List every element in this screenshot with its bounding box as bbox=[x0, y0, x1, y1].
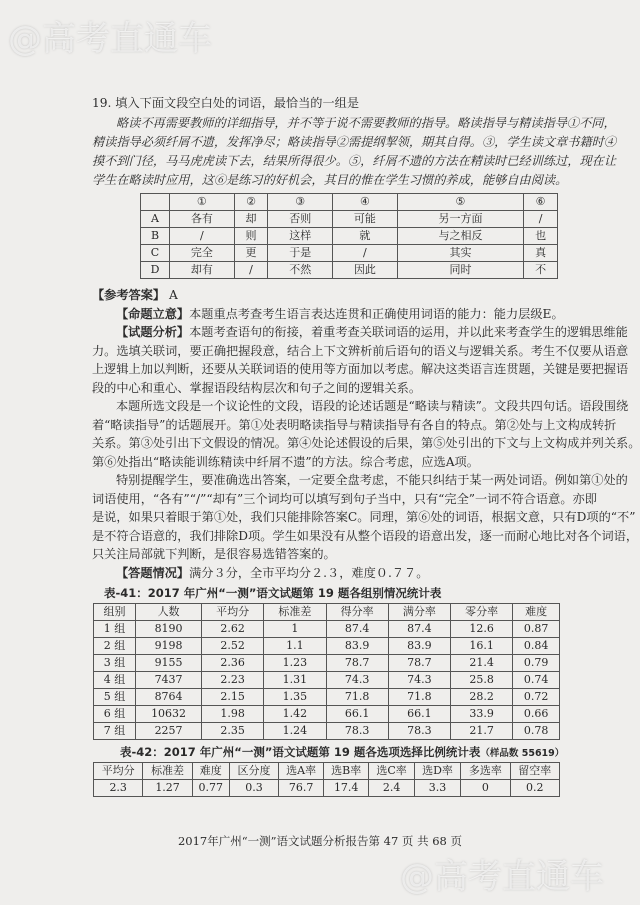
table-cell: 0.66 bbox=[513, 706, 560, 723]
table41 bbox=[93, 603, 560, 740]
table-cell: 选C率 bbox=[369, 763, 415, 780]
table-cell: 21.7 bbox=[451, 723, 513, 740]
table-cell: 74.3 bbox=[388, 672, 450, 689]
table-cell: 难度 bbox=[513, 604, 560, 621]
table-row bbox=[94, 689, 560, 706]
table-cell: 33.9 bbox=[451, 706, 513, 723]
table-cell: 28.2 bbox=[451, 689, 513, 706]
table-cell: 1 bbox=[264, 621, 326, 638]
table-cell: 选B率 bbox=[324, 763, 369, 780]
table-row bbox=[141, 262, 558, 279]
table-cell: 1.98 bbox=[202, 706, 264, 723]
watermark: @高考直通车 bbox=[400, 857, 604, 897]
table-cell: 71.8 bbox=[388, 689, 450, 706]
table-cell: 标准差 bbox=[143, 763, 192, 780]
table-row bbox=[94, 672, 560, 689]
header-cell: ⑥ bbox=[524, 194, 558, 211]
table-cell: 12.6 bbox=[451, 621, 513, 638]
table-cell: 各有 bbox=[170, 211, 235, 228]
table-cell: 78.7 bbox=[326, 655, 388, 672]
table-cell: 不 bbox=[524, 262, 558, 279]
passage-line: 略读不再需要教师的详细指导，并不等于说不需要教师的指导。略读指导与精读指导①不同， bbox=[116, 116, 616, 130]
table-cell: 2.23 bbox=[202, 672, 264, 689]
table-cell: 0.78 bbox=[513, 723, 560, 740]
table-cell: 选D率 bbox=[414, 763, 460, 780]
table-cell: 66.1 bbox=[388, 706, 450, 723]
table-cell: 也 bbox=[524, 228, 558, 245]
table-row bbox=[94, 621, 560, 638]
table-cell: 2.52 bbox=[202, 638, 264, 655]
table-cell: 2.62 bbox=[202, 621, 264, 638]
question-title: 19. 填入下面文段空白处的词语，最恰当的一组是 bbox=[92, 96, 360, 110]
table-header-row bbox=[141, 194, 558, 211]
table-cell: 0.87 bbox=[513, 621, 560, 638]
table-cell: 9198 bbox=[136, 638, 202, 655]
analysis-line: 词语使用，“各有”“/”“却有”三个词均可以填写到句子当中，只有“完全”一词不符合语意。亦即 bbox=[92, 491, 597, 506]
table-cell: 78.3 bbox=[388, 723, 450, 740]
header-cell bbox=[141, 194, 170, 211]
table-cell: 3 组 bbox=[94, 655, 136, 672]
header-cell: ① bbox=[170, 194, 235, 211]
table-cell: 8190 bbox=[136, 621, 202, 638]
analysis-line: 本题所选文段是一个议论性的文段，语段的论述话题是“略读与精读”。文段共四句话。语段围绕 bbox=[116, 399, 629, 413]
table42 bbox=[93, 762, 560, 797]
table-cell: 2 组 bbox=[94, 638, 136, 655]
analysis-line: 是不符合语意的，我们排除D项。学生如果没有从整个语段的语意出发，逐一而耐心地比对各个词语， bbox=[92, 528, 639, 543]
analysis-line: 特别提醒学生，要准确选出答案，一定要全盘考虑，不能只纠结于某一两处词语。例如第①处的 bbox=[116, 473, 628, 487]
table-cell: C bbox=[141, 245, 170, 262]
table-cell: 1.24 bbox=[264, 723, 326, 740]
table-cell: 71.8 bbox=[326, 689, 388, 706]
table-cell: 83.9 bbox=[388, 638, 450, 655]
table-cell: 9155 bbox=[136, 655, 202, 672]
table-cell: 17.4 bbox=[324, 780, 369, 797]
table-cell: 于是 bbox=[268, 245, 333, 262]
table-cell: 78.3 bbox=[326, 723, 388, 740]
table-cell: 2.3 bbox=[94, 780, 143, 797]
table-row bbox=[94, 655, 560, 672]
table-cell: 多选率 bbox=[461, 763, 510, 780]
table-cell: D bbox=[141, 262, 170, 279]
header-cell: ③ bbox=[268, 194, 333, 211]
table-cell: 0.79 bbox=[513, 655, 560, 672]
table-cell: 0.2 bbox=[510, 780, 559, 797]
table-row bbox=[141, 228, 558, 245]
table-cell: 留空率 bbox=[510, 763, 559, 780]
table-row bbox=[94, 763, 560, 780]
table-cell: 25.8 bbox=[451, 672, 513, 689]
table-cell: 不然 bbox=[268, 262, 333, 279]
analysis-line: 第⑥处指出“略读能训练精读中纤屑不遗”的方法。综合考虑，应选A项。 bbox=[92, 454, 479, 469]
table-cell: 难度 bbox=[192, 763, 229, 780]
header-cell: ④ bbox=[333, 194, 398, 211]
intent-label: 【命题立意】 bbox=[116, 306, 190, 321]
table-cell: 21.4 bbox=[451, 655, 513, 672]
table-cell: 0.3 bbox=[229, 780, 278, 797]
table-cell: 却 bbox=[234, 211, 268, 228]
options-table bbox=[140, 193, 558, 279]
table-cell: 否则 bbox=[268, 211, 333, 228]
table-cell: 5 组 bbox=[94, 689, 136, 706]
table-cell: 0.74 bbox=[513, 672, 560, 689]
table-cell: 得分率 bbox=[326, 604, 388, 621]
table42-caption bbox=[120, 745, 564, 761]
table-cell: 1.35 bbox=[264, 689, 326, 706]
table-cell: 6 组 bbox=[94, 706, 136, 723]
table-cell: 完全 bbox=[170, 245, 235, 262]
table-cell: 人数 bbox=[136, 604, 202, 621]
table-cell: 其实 bbox=[397, 245, 524, 262]
table-cell: 区分度 bbox=[229, 763, 278, 780]
table-cell: 2257 bbox=[136, 723, 202, 740]
table-row bbox=[141, 245, 558, 262]
table-cell: 1.42 bbox=[264, 706, 326, 723]
table-cell: 0.72 bbox=[513, 689, 560, 706]
analysis-line: 力。选填关联词，要正确把握段意，结合上下文辨析前后语句的语义与逻辑关系。考生不仅要从语意 bbox=[92, 343, 629, 358]
analysis-line: 段的中心和重心、掌握语段结构层次和句子之间的逻辑关系。 bbox=[92, 380, 422, 395]
table-cell: 16.1 bbox=[451, 638, 513, 655]
header-cell: ② bbox=[234, 194, 268, 211]
table-cell: / bbox=[524, 211, 558, 228]
table-cell: 标准差 bbox=[264, 604, 326, 621]
table-cell: 可能 bbox=[333, 211, 398, 228]
table42-title: 表-42：2017 年广州“一测”语文试题第 19 题各选项选择比例统计表 bbox=[120, 745, 481, 759]
table-cell: / bbox=[170, 228, 235, 245]
table-cell: 平均分 bbox=[202, 604, 264, 621]
passage-line: 精读指导必须纤屑不遗，发挥净尽；略读指导②需提纲挈领，期其自得。③，学生读文章书籍时④ bbox=[92, 135, 617, 149]
table-cell: / bbox=[333, 245, 398, 262]
table-cell: 1.1 bbox=[264, 638, 326, 655]
table-row bbox=[94, 706, 560, 723]
table-cell: 与之相反 bbox=[397, 228, 524, 245]
table-cell: 1.31 bbox=[264, 672, 326, 689]
table-cell: 2.35 bbox=[202, 723, 264, 740]
table-cell: 真 bbox=[524, 245, 558, 262]
table-cell: 另一方面 bbox=[397, 211, 524, 228]
table-row bbox=[94, 723, 560, 740]
intent-text: 本题重点考查考生语言表达连贯和正确使用词语的能力：能力层级E。 bbox=[189, 306, 564, 321]
sample-size: （样品数 55619） bbox=[480, 748, 565, 759]
situation-text: 满分３分，全市平均分２.３，难度０.７７。 bbox=[189, 565, 429, 580]
table-cell: 0.77 bbox=[192, 780, 229, 797]
watermark: @高考直通车 bbox=[8, 19, 212, 59]
table-cell: 2.15 bbox=[202, 689, 264, 706]
table41-caption: 表-41：2017 年广州“一测”语文试题第 19 题各组别情况统计表 bbox=[104, 586, 442, 600]
table-cell: 同时 bbox=[397, 262, 524, 279]
table-cell: 2.4 bbox=[369, 780, 415, 797]
table-cell: 0.84 bbox=[513, 638, 560, 655]
analysis-line: 只关注局部就下判断，是很容易选错答案的。 bbox=[92, 547, 336, 561]
table-cell: 这样 bbox=[268, 228, 333, 245]
table-cell: 2.36 bbox=[202, 655, 264, 672]
analysis-label: 【试题分析】 bbox=[116, 325, 190, 339]
table-cell: 87.4 bbox=[388, 621, 450, 638]
table-cell: 83.9 bbox=[326, 638, 388, 655]
table-row bbox=[94, 638, 560, 655]
table-row bbox=[94, 604, 560, 621]
table-row bbox=[141, 211, 558, 228]
table-cell: 4 组 bbox=[94, 672, 136, 689]
table-cell: 76.7 bbox=[279, 780, 324, 797]
table-cell: 因此 bbox=[333, 262, 398, 279]
answer-value: A bbox=[169, 288, 178, 302]
table-cell: 就 bbox=[333, 228, 398, 245]
passage-line: 学生在略读时应用，这⑥是练习的好机会，其目的惟在学生习惯的养成，能够自由阅读。 bbox=[92, 173, 568, 187]
table-cell: 3.3 bbox=[414, 780, 460, 797]
table-cell: 87.4 bbox=[326, 621, 388, 638]
analysis-line: 着“略读指导”的话题展开。第①处表明略读指导与精读指导有各自的特点。第②处与上文构成转折 bbox=[92, 417, 617, 432]
table-cell: 满分率 bbox=[388, 604, 450, 621]
table-cell: 7437 bbox=[136, 672, 202, 689]
table-row bbox=[94, 780, 560, 797]
table-cell: 组别 bbox=[94, 604, 136, 621]
table-cell: 1 组 bbox=[94, 621, 136, 638]
passage-line: 摸不到门径，马马虎虎读下去，结果所得很少。⑤，纤屑不遗的方法在精读时已经训练过，现在让 bbox=[92, 154, 617, 168]
analysis-line: 上逻辑上加以判断，还要从关联词语的使用等方面加以考虑。解决这类语言连贯题，关键是要把握语 bbox=[92, 362, 629, 376]
table-cell: 却有 bbox=[170, 262, 235, 279]
table-cell: 7 组 bbox=[94, 723, 136, 740]
situation-label: 【答题情况】 bbox=[116, 565, 190, 580]
table-cell: 74.3 bbox=[326, 672, 388, 689]
table-cell: / bbox=[234, 262, 268, 279]
header-cell: ⑤ bbox=[397, 194, 524, 211]
analysis-line: 本题考查语句的衔接，着重考查关联词语的运用，并以此来考查学生的逻辑思维能 bbox=[189, 325, 628, 339]
table-cell: 66.1 bbox=[326, 706, 388, 723]
answer-label: 【参考答案】 bbox=[92, 288, 166, 302]
table-cell: 10632 bbox=[136, 706, 202, 723]
table-cell: 1.23 bbox=[264, 655, 326, 672]
table-cell: 0 bbox=[461, 780, 510, 797]
table-cell: 更 bbox=[234, 245, 268, 262]
page-footer: 2017年广州“一测”语文试题分析报告第 47 页 共 68 页 bbox=[177, 834, 463, 848]
table-cell: A bbox=[141, 211, 170, 228]
table-cell: 则 bbox=[234, 228, 268, 245]
table-cell: 78.7 bbox=[388, 655, 450, 672]
table-cell: B bbox=[141, 228, 170, 245]
table-cell: 8764 bbox=[136, 689, 202, 706]
table-cell: 零分率 bbox=[451, 604, 513, 621]
analysis-line: 关系。第③处引出下文假设的情况。第④处论述假设的后果，第⑤处引出的下文与上文构成并列关系。 bbox=[92, 436, 640, 450]
table-cell: 平均分 bbox=[94, 763, 143, 780]
question bbox=[92, 92, 617, 190]
analysis-line: 是说，如果只着眼于第①处，我们只能排除答案C。同理，第⑥处的词语，根据文意，只有D项的“不” bbox=[92, 510, 636, 524]
table-cell: 1.27 bbox=[143, 780, 192, 797]
table-cell: 选A率 bbox=[279, 763, 324, 780]
